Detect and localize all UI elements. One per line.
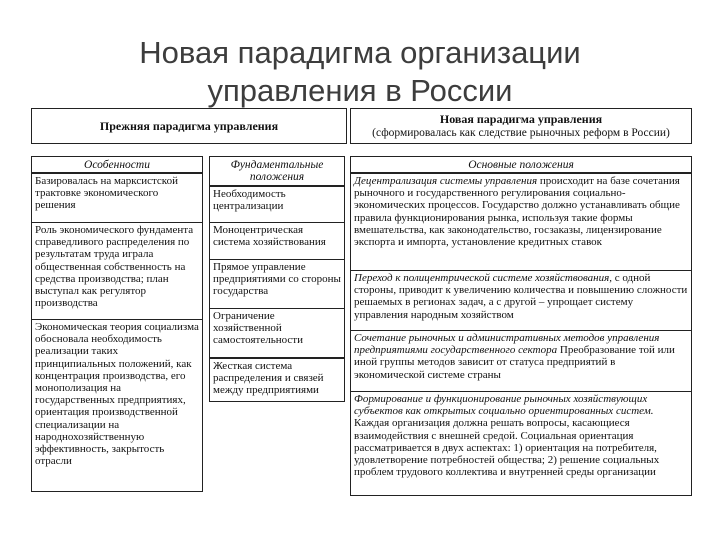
principle-item-4-lead: Формирование и функционирование рыночных хозяйствующих субъектов как открытых социально ориентированных систем. [354, 393, 654, 418]
principle-item-3-lead: Сочетание рыночных и административных методов управления предприятиями государственного сектора [354, 332, 660, 357]
new-paradigm-header-line-1: Новая парадигма управления [439, 112, 603, 126]
principle-item-3 [351, 331, 691, 392]
principle-item-2 [351, 271, 691, 331]
principle-item-1-lead: Децентрализация системы управления [354, 175, 538, 187]
col-header-fundamentals-line-1: Фундаментальные [230, 159, 324, 171]
fundamental-item-3: Прямое управление предприятиями со стороны государства [210, 260, 344, 309]
fundamental-item-1: Необходимость централизации [210, 187, 344, 223]
principle-item-4-text: Каждая организация должна решать вопросы, касающиеся взаимодействия с внешней средой. Социальная ориентация рассматривается в двух аспектах: 1) ориентация на потребителя, удовлетворение потребностей общества; 2) решение социальных проблем трудового коллектива и внутренней среды организации [354, 417, 660, 479]
col-header-features [31, 156, 203, 173]
principles-column [350, 173, 692, 496]
principle-item-1-text: происходит на базе сочетания рыночного и государственного регулирования социально-экономических процессов. Государство должно устанавливать общие правила функционирования рынка, используя такие формы вмешательства, как законодательство, госзаказы, лицензирование экспорта и импорта, установление кредитных ставок [354, 175, 680, 249]
fundamental-item-5: Жесткая система распределения и связей между предприятиями [213, 360, 324, 397]
fundamentals-column [209, 186, 345, 402]
fundamental-item-2: Моноцентрическая система хозяйствования [210, 223, 344, 260]
principle-item-4 [351, 392, 691, 502]
slide-title-line-2: управления в России [207, 73, 513, 108]
feature-item-1: Базировалась на марксистской трактовке экономического решения [32, 174, 202, 223]
slide-title-line-1: Новая парадигма организации [139, 35, 581, 70]
col-header-fundamentals-line-2: положения [249, 171, 305, 183]
feature-item-3: Экономическая теория социализма обосновала необходимость реализации таких принципиальных положений, как концентрация производства, его монополизация на государственных предприятиях, ориентация производственной специализации на народнохозяйственную эффективность, закрытость отрасли [35, 321, 199, 468]
principle-item-2-text: с одной стороны, приводит к увеличению количества и повышению сложности решаемых в регионах задач, а с другой – упрощает систему управления народным хозяйством [354, 272, 688, 321]
col-header-principles [350, 156, 692, 173]
principle-item-2-lead: Переход к полицентрической системе хозяйствования, [354, 272, 612, 284]
principle-item-1 [351, 174, 691, 271]
feature-item-2: Роль экономического фундамента справедливого распределения по результатам труда играла общественная собственность на средства производства; план выступал как регулятор производства [32, 223, 202, 320]
col-header-principles-text: Основные положения [468, 158, 574, 171]
principle-item-3-text: Преобразование той или иной группы методов зависит от статуса предприятий в экономической системе страны [354, 344, 675, 381]
old-paradigm-header-text: Прежняя парадигма управления [99, 119, 279, 133]
fundamental-item-4: Ограничение хозяйственной самостоятельности [210, 309, 344, 359]
col-header-fundamentals [209, 156, 345, 186]
old-paradigm-header [31, 108, 347, 144]
features-column [31, 173, 203, 492]
new-paradigm-header-line-2: (сформировалась как следствие рыночных реформ в России) [372, 127, 670, 139]
col-header-features-text: Особенности [84, 158, 150, 171]
new-paradigm-header [350, 108, 692, 144]
